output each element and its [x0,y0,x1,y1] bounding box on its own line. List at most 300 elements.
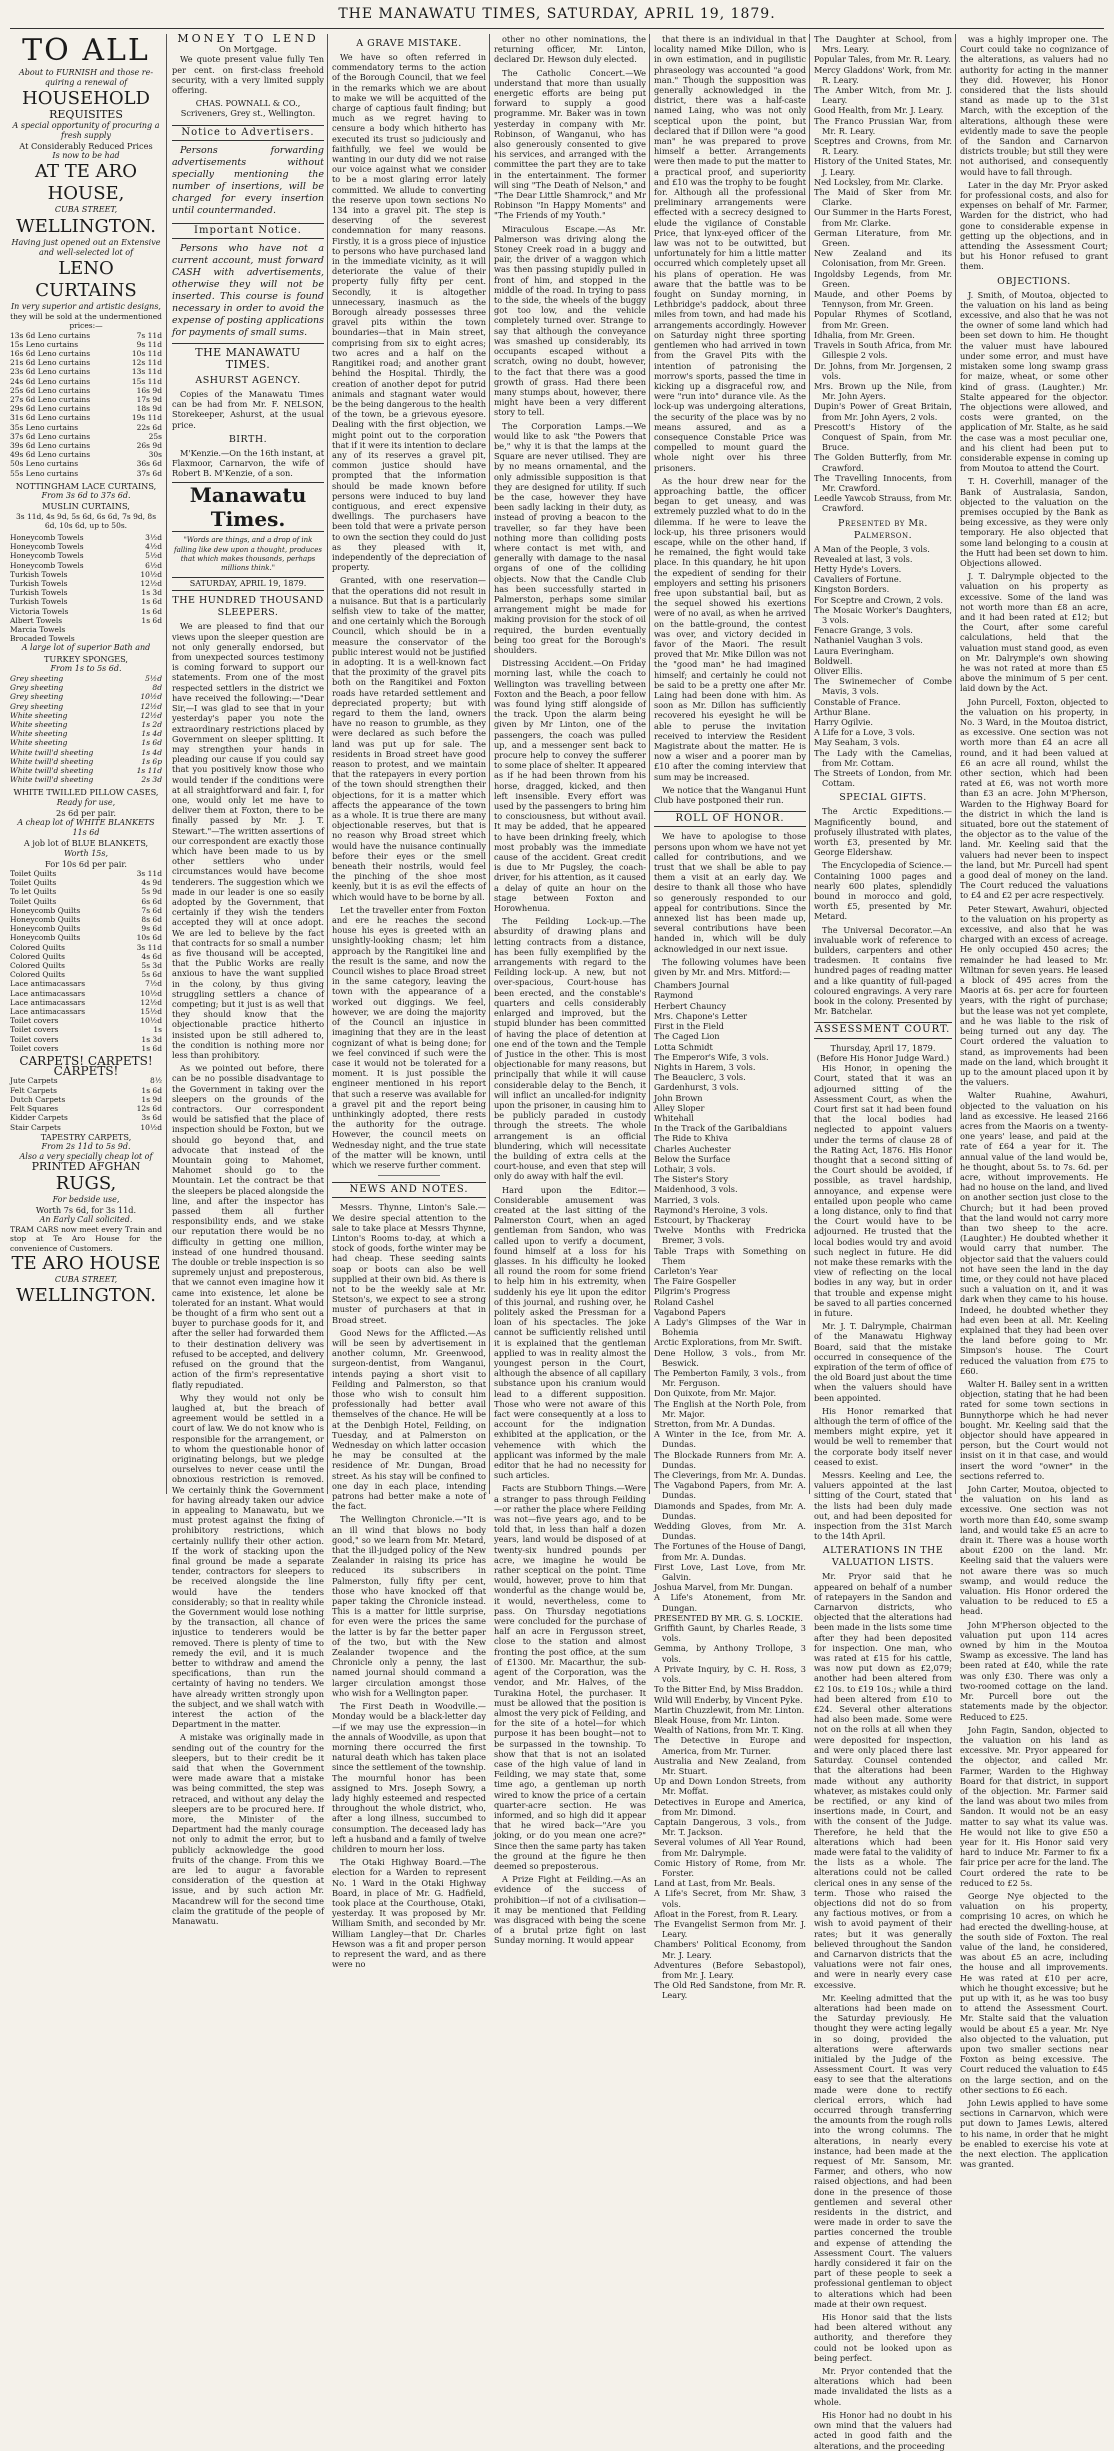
book-entry: Afloat in the Forest, from R. Leary. [654,1908,798,1919]
assessment-para: Later in the day Mr. Pryor asked for professional costs, and also for expenses on behalf of Mr. Farmer, Warden for the district, who had gone to considerable expense in getting up the objections, and in attending the Assessment Court; but his Honor refused to grant them. [960,179,1108,272]
column-rule [327,34,328,1494]
quilt-price-row-price: 9s 6d [141,924,162,934]
special-item: The Universal Decorator.—An invaluable work of reference to builders, carpenters and other tradesmen. It contains five hundred pages of reading matter and a like quantity of full-paged coloured engravings. A very rare book in the colony. Presented by Mr. Batchelar. [814,924,952,1017]
book-entry: Wealth of Nations, from Mr. T. King. [654,1725,804,1736]
column-4 [494,34,647,1946]
grave-para: Granted, with one reservation—that the operations did not result in a nuisance. But that is a particularly selfish view to take of the matter, and one certainly which the Borough Council, which should be in a measure the conservator of the public interest would not be justified in adopting. It is a well-known fact that the proximity of the gravel pits both on the Rangitikei and Foxton roads have retarded settlement and depreciated property; but with regard to them the land, owners have no reason to grumble, as they were declared as such before the land was put up for sale. The residents in Broad street have good reason to protest, and we maintain that the ratepayers in every portion of the town should strengthen their objections, for it is a matter which affects the appearance of the town as a whole. It is true there are many objectionable reserves, but that is no reason why Broad street which would have the nuisance continually before their eyes or the smell beneath their nostrils, would feel the pinching of the shoe most keenly, but it is as evil the effects of which would have to be borne by all. [332,575,486,902]
book-entry: John Brown [654,1092,703,1103]
quilt-price-row-price: 12½d [140,997,162,1007]
leno-price-row [10,459,162,468]
towel-price-row-label: Marcia Towels [10,624,66,634]
book-entry: To the Bitter End, by Miss Braddon. [654,1684,804,1695]
towel-price-row-price: 12½d [140,578,162,588]
towel-price-row-price: 5½d [145,551,162,561]
book-entry: A Life's Atonement, from Mr. Dungan. [654,1592,806,1613]
towel-price-row [10,579,162,588]
quilt-price-row-label: Toilet Quilts [10,869,57,879]
book-entry: Revealed at last, 3 vols. [814,553,913,564]
news-item: Miraculous Escape.—As Mr. Palmerson was driving along the Stoney Creek road in a buggy and pair, the driver of a waggon which was then passing stupidly pulled in front of him, and stopped in the middle of the road. In trying to pass to the side, the wheels of the buggy got too low, and the vehicle completely turned over. Strange to say that although the conveyance was smashed up considerably, its occupants escaped without a scratch, owing no doubt, however, to the fact that there was a good growth of grass. Had there been many stumps about, however, there might have been a very different story to tell. [494,223,646,418]
leno-price-row-price: 17s 9d [136,395,162,405]
leno-price-row-label: 39s 6d Leno curtains [10,441,91,451]
news-item: that there is an individual in that locality named Mike Dillon, who is in own estimation, and in pugilistic phraseology was accounted "a good man." Though the supposition was generally acknowledged in the district, there was a half-caste named Laing, who was not only sceptical upon the point, but declared that if Dillon were "a good man" he was prepared to prove himself a better. Arrangements were then made to put the matter to a practical proof, and superiority and £10 was the trophy to be fought for. Although all the professional preliminary arrangements were effected with a secrecy designed to elude the vigilance of Constable Price, that lynx-eyed officer of the law was not to be outwitted, but unfortunately for him a little matter occurred which completely upset all his plans of operation. He was aware that the battle was to be fought on Sunday morning, in Lethbridge's paddock, about three miles from town, and had made his arrangements accordingly. However on Saturday night three sporting gentlemen who had arrived in town from the Gravel Pits with the intention of patronising the morrow's sports, passed the time in kicking up a disgraceful row, and were "run into" durance vile. As the lock-up was undergoing alterations, the security of the place was by no means assured, and as a consequence Constable Price was compelled to mount guard the whole night over his three prisoners. [654,34,806,473]
quilt-price-row-price: 3s 11d [136,869,162,879]
roll-text: We have to apologise to those persons upon whom we have not yet called for contributions, and we trust that we shall be able to pay them a visit at an early day. We desire to thank all those who have so generously responded to our appeal for contributions. Since the annexed list has been made up, several contributions have been handed in, which will be duly acknowledged in our next issue. [654,831,806,954]
quilt-price-row-label: Toilet covers [10,1016,59,1026]
leno-price-row-label: 27s 6d Leno curtains [10,395,91,405]
towel-price-row-label: Albert Towels [10,615,63,625]
carpet-price-row-label: Felt Carpets [10,1085,57,1095]
ad-pillow-price: 2s 6d per pair. [55,807,117,818]
quilt-price-row [10,915,162,924]
book-entry: The Fortunes of the House of Dangi, from Mr. A. Dundas. [654,1541,806,1562]
book-entry: The Sister's Story [654,1174,729,1185]
book-entry: The Amber Witch, from Mr. J. Leary. [814,85,952,106]
ad-te-aro: AT TE ARO HOUSE, [35,161,137,205]
grave-heading: A GRAVE MISTAKE. [356,38,462,49]
ad-turkey-price: From 1s to 5s 6d. [50,663,122,673]
quilt-price-row-label: Toilet covers [10,1043,59,1053]
quilt-price-row [10,979,162,988]
book-entry: Don Quixote, from Mr. Major. [654,1388,777,1399]
ad-footer-street: CUBA STREET, [54,1274,118,1284]
sheeting-price-row-price: 1s 4d [141,729,162,739]
book-entry: A Private Inquiry, by C. H. Ross, 3 vols. [654,1663,806,1685]
book-entry: The Detective in Europe and America, from Mr. Turner. [654,1735,806,1756]
towel-price-row-price: 3½d [145,532,162,542]
leno-price-row [10,358,162,367]
book-entry: The Daughter at School, from Mrs. Leary. [814,34,952,55]
book-entry: Mrs. Chapone's Letter [654,1010,748,1021]
book-entry: Popular Tales, from Mr. R. Leary. [814,54,951,65]
ad-tram: TRAM CARS now meet every Train and stop at Te Aro House for the convenience of Customers. [10,1225,162,1253]
sleepers-para: A mistake was originally made in sending out of the country for the sleepers, but to their credit be it said that when the Government were made aware that a mistake was being committed, the step was retraced, and without any delay the sleepers are to be procured here. If more, the Minister of the Department had the manly courage not only to admit the error, but to publicly acknowledge the good fruits of the change. From this we are led to augur a favorable consideration of the question at issue, and by such action Mr. Macandrew will for the second time claim the gratitude of the people of Manawatu. [172,1732,324,1927]
towel-price-row-price: 6½d [145,560,162,570]
pownall-address: Scriveners, Grey st., Wellington. [180,108,316,119]
towel-price-row-price: 4½d [145,542,162,552]
quilt-price-row-price: 8s 6d [141,915,162,925]
book-entry: The Beauclerc, 3 vols. [654,1072,746,1083]
leno-price-row-label: 55s Leno curtains [10,468,79,478]
ad-now: Is now to be had [52,151,120,161]
ad-blankets: A cheap lot of WHITE BLANKETS 11s 6d [17,818,155,838]
column-7 [960,34,1108,2170]
assessment-para: His Honor had no doubt in his own mind that the valuers had acted in good faith and the alterations, and the proceeding [814,2409,952,2451]
quilt-price-row-label: Toilet covers [10,1025,59,1035]
book-entry: Good Health, from Mr. J. Leary. [814,105,944,116]
sheeting-price-row-label: White sheeting [10,719,68,729]
quilt-price-row-price: 1s [153,1025,162,1035]
quilt-price-row-price: 4s 6d [141,951,162,961]
sheeting-price-row-price: 1s 4d [141,747,162,757]
ad-intro: About to FURNISH and those re-quiring a renewal of [18,68,154,88]
leno-price-row [10,340,162,349]
ad-blue-worth: Worth 15s, [63,848,109,858]
book-entry: Raymond's Heroine, 3 vols. [654,1204,768,1215]
column-rule [955,34,956,1494]
book-entry: Martin Chuzzlewit, from Mr. Linton. [654,1704,805,1715]
roll-heading: ROLL OF HONOR. [654,811,806,827]
quilt-price-row [10,924,162,933]
book-entry: Australia and New Zealand, from Mr. Stuart. [654,1755,806,1776]
sheeting-price-row-label: White sheeting [10,738,68,748]
leno-price-row-price: 16s 9d [136,385,162,395]
sheeting-price-row-label: White twill'd sheeting [10,756,94,766]
quilt-price-list [10,869,162,1053]
quilt-price-row-price: 10s 6d [136,933,162,943]
leno-price-row-label: 50s Leno curtains [10,459,79,469]
book-entry: The Golden Butterfly, from Mr. Crawford. [814,452,952,473]
sleepers-para: We are pleased to find that our views upon the sleeper question are not only generally endorsed, but from unexpected sources testimony is coming forward to support our statements. From one of the most respected settlers in the district we have received the following:—"Dear Sir,—I was glad to see that in your yesterday's paper you note the extraordinary restrictions placed by Government on sleeper splitting. It may strengthen your hands in pleading our cause if you could say that you positively know those who would tender if the conditions were at all straightforward and fair. I, for one, would only let me have to deliver them at Foxton, there to be finally passed by Mr. J. T. Stewart."—The written assertions of our correspondent are exactly those which have been made to us by other settlers who under circumstances would have become tenderers. The suggestion which we made in our leader is one so easily adopted by the Government, that certainly if they wish the tenders accepted they will at once adopt. We are led to believe by the fact that contracts for so small a number as five thousand will be accepted, that the Public Works are really anxious to have the want supplied in the colony, by thus giving struggling settlers a chance of competing; but it just is as well that they should know that the objectionable practice hitherto insisted upon be still adhered to, the condition is nothing more nor less than prohibitory. [172,621,324,1060]
assessment-subhead: ALTERATIONS IN THE VALUATION LISTS. [822,1545,944,1569]
book-entry: New Zealand and its Colonisation, from Mr. Green. [814,248,952,269]
news-item: Hard upon the Editor.—Considerable amusement was created at the last sitting of the Palmerston Court, when an aged gentleman from Sandon, who was called upon to verify a document, found himself at a loss for his glasses. In his difficulty he looked all round the room for some friend to help him in his extremity, when suddenly his eye lit upon the editor of this journal, and rushing over, he politely asked the Pressman for a loan of his spectacles. The joke cannot be sufficiently relished until it is explained that the gentleman applied to was in reality almost the youngest person in the Court, although the absence of all capillary substance upon his cranium would lead to a different supposition. Those who were not aware of this fact were consequently at a loss to account for the indignation exhibited at the application, or the vehemence with which the applicant was informed by the male editor that he had no necessity for such articles. [494,1184,646,1481]
quilt-price-row-label: Lace antimacassars [10,979,86,989]
book-list [654,980,806,2000]
money-heading: MONEY TO LEND [177,32,319,45]
towel-price-row [10,542,162,551]
towel-price-row [10,588,162,597]
book-entry: The Old Red Sandstone, from Mr. R. Leary. [654,1980,806,2001]
sheeting-price-row-label: Grey sheeting [10,673,64,683]
quilt-price-row-label: Colored Quilts [10,951,66,961]
book-entry: Harry Ogilvie. [814,717,873,727]
quilt-price-row-price: 5s 9d [141,887,162,897]
sleepers-heading: THE HUNDRED THOUSAND SLEEPERS. [172,595,324,619]
book-entry: The Streets of London, from Mr. Cottam. [814,768,952,789]
book-entry: Joshua Marvel, from Mr. Dungan. [654,1582,793,1593]
book-entry: The Evangelist Sermon from Mr. J. Leary. [654,1918,806,1940]
ad-leno-sub: In very superior and artistic designs, [11,302,161,312]
sheeting-price-list [10,674,162,784]
leno-price-row-price: 30s [148,450,162,460]
book-entry: Fenacre Grange, 3 vols. [814,625,913,636]
quilt-price-row-price: 6s 6d [141,896,162,906]
book-entry: Ned Locksley, from Mr. Clarke. [814,176,944,187]
sheeting-price-row [10,757,162,766]
quilt-price-row-label: Toilet Quilts [10,878,57,888]
sheeting-price-row-label: White twill'd sheeting [10,775,94,785]
objection-item: J. T. Dalrymple objected to the valuation on his property as excessive. Some of the land was not worth more than £8 an acre, and it had been rated at £12; but the Court, after some careful calculations, held that the valuation must stand good, as even on Mr. Dalrymple's own showing he was not rated at more than £5 above the minimum of 5 per cent. laid down by the Act. [960,571,1108,694]
ad-leno: LENO CURTAINS [35,258,137,302]
book-entry: Dene Hollow, 3 vols., from Mr. Beswick. [654,1347,806,1368]
book-entry: Below the Surface [654,1153,731,1164]
ad-reduced: At Considerably Reduced Prices [19,141,153,152]
quilt-price-row-label: Lace antimacassars [10,997,86,1007]
quilt-price-row [10,906,162,915]
carpet-price-row-label: Jute Carpets [10,1076,58,1086]
leno-price-row-price: 37s 6d [136,468,162,478]
book-entry: The Cleverings, from Mr. A. Dundas. [654,1470,806,1481]
book-entry: Herbert Chauncy [654,1000,726,1011]
quilt-price-row-price: 7½d [145,979,162,989]
ad-muslin-price: 3s 11d, 4s 9d, 5s 6d, 6s 6d, 7s 9d, 8s 6d, 10s 6d, up to 50s. [15,511,157,530]
quilt-price-row [10,897,162,906]
news-item: Distressing Accident.—On Friday morning last, while the coach to Wellington was travelling between Foxton and the Beach, a poor fellow was found lying stiff alongside of the track. Upon the alarm being given by Mr Linton, one of the passengers, the coach was pulled up, and a messenger sent back to procure help to convey the sufferer to some place of shelter. It appeared as if he had been thrown from his horse, dragged, kicked, and then left insensible. Every effort was used by the passengers to bring him to consciousness, but without avail. It may be added, that he appeared to have been drinking freely, which most probably was the immediate cause of the accident. Great credit is due to Mr Pugsley, the coach-driver, for his attention, as it caused a delay of quite an hour on the stage between Foxton and Horowhenua. [494,658,647,914]
ad-muslin: MUSLIN CURTAINS, [42,501,130,512]
towel-price-row-label: Honeycomb Towels [10,551,84,561]
quilt-price-row-label: Toilet Quilts [10,896,57,906]
book-entry: Lothair, 3 vols. [654,1163,716,1174]
column-rule [649,34,650,1494]
ad-afghan-intro: Also a very specially cheap lot of [19,1152,153,1162]
top-rule [10,28,1104,29]
book-entry: A Lady's Glimpses of the War in Bohemia [654,1316,806,1338]
book-entry: The Faire Gospeller [654,1276,736,1287]
column-rule [166,34,167,1494]
sheeting-price-row [10,711,162,720]
towel-price-row-label: Brocaded Towels [10,634,75,644]
sheeting-price-row-price: 1s 11d [136,765,162,775]
book-entry: Alley Sloper [654,1102,705,1113]
ad-blue: A job lot of BLUE BLANKETS, [23,838,149,849]
objection-item: T. H. Coverhill, manager of the Bank of Australasia, Sandon, objected to the valuation on the premises occupied by the Bank as being excessive, as they were only temporary. He also objected that some land belonging to a cousin at the Hutt had been set down to him. Objections allowed. [960,476,1108,568]
book-entry: Prescott's History of the Conquest of Spain, from Mr. Bruce. [814,421,952,453]
quilt-price-row [10,1025,162,1034]
book-entry: German Literature, from Mr. Green. [814,227,952,249]
column-2 [172,32,324,1927]
book-entry: The Lady with the Camelias, from Mr. Cottam. [814,747,952,768]
towel-price-row [10,570,162,579]
important-text: Persons who have not a current account, must forward CASH with advertisements, otherwise they will not be inserted. This course is found necessary in order to avoid the expense of posting applications for payments of small sums. [172,243,324,339]
book-entry: Stretton, from Mr. A Dundas. [654,1419,776,1430]
book-entry: A Man of the People, 3 vols. [814,543,930,554]
column-1-advertisement [10,34,162,1494]
leno-price-row-price: 25s [148,431,162,441]
book-entry: Charles Auchester [654,1143,731,1154]
leno-price-row-price: 12s 11d [131,358,162,368]
sheeting-price-row [10,692,162,701]
book-entry: Boldwell. [814,655,853,666]
book-entry: Sceptres and Crowns, from Mr. R. Leary. [814,136,952,157]
quilt-price-row-price: 10½d [140,1016,162,1026]
objection-item: Peter Stewart, Awahuri, objected to the valuation on his property as excessive, and also that he was charged with an excess of acreage. He only occupied 450 acres; the remainder he had leased to Mr. Wiltman for seven years. He leased a block of 495 acres from the Maoris at 6s. per acre for fourteen years, with the right of purchase; but the lease was not yet complete, and he was liable to the risk of being turned out any day. The Court ordered the valuation to stand, as improvements had been made on the land, which brought it up to the amount placed upon it by the valuers. [960,903,1108,1088]
sheeting-price-row [10,738,162,747]
assessment-date: Thursday, April 17, 1879. [830,1042,936,1053]
ad-blue-price: For 10s 6d per pair. [45,858,127,869]
book-entry: Twelve Months with Fredricka Bremer, 3 vols. [654,1225,806,1246]
leno-price-row-label: 16s 6d Leno curtains [10,349,91,359]
quilt-price-row-label: Honeycomb Quilts [10,915,81,925]
towel-price-row-label: Turkish Towels [10,588,68,598]
sheeting-price-row-label: White sheeting [10,729,68,739]
book-entry: Vagabond Papers [654,1306,726,1317]
ad-nottingham-price: From 3s 6d to 37s 6d. [41,491,131,501]
sheeting-price-row-label: White twill'd sheeting [10,747,94,757]
towel-price-row [10,551,162,560]
book-entry: First in the Field [654,1021,724,1032]
paper-title: Manawatu Times. [172,482,324,532]
book-entry: Our Summer in the Harts Forest, from Mr. Clarke. [814,207,952,228]
leno-price-row-label: 25s 6d Leno curtains [10,385,91,395]
book-entry: Table Traps with Something on Them [654,1245,806,1266]
book-entry: Several volumes of All Year Round, from Mr. Dalrymple. [654,1837,806,1858]
book-entry: Wild Will Enderby, by Vincent Pyke. [654,1694,803,1705]
pownall-name: CHAS. POWNALL & CO., [195,98,301,109]
objection-item: J. Smith, of Moutoa, objected to the valuation on his land as being excessive, and also that he was not the owner of some land which had been set down to him. He thought the valuer must have laboured under some error, and must have mistaken some long swamp grass for maize, wheat, or some other kind of grass. (Laughter.) Mr. Stalte appeared for the objector. The objections were allowed, and costs were granted, on the application of Mr. Stalte, as he said the case was a most peculiar one, and his client had been put to considerable expense in coming up from Moutoa to attend the Court. [960,289,1108,474]
quilt-price-row [10,998,162,1007]
book-entry: Arthur Blane. [814,706,871,717]
carpet-price-row-price: 3s 6d [141,1113,162,1123]
leno-price-row-label: 24s 6d Leno curtains [10,376,91,386]
book-entry: Chambers' Political Economy, from Mr. J. Leary. [654,1939,806,1960]
ad-opened: Having just opened out an Extensive and well-selected lot of [11,237,161,257]
notice-heading: Notice to Advertisers. [172,125,324,141]
book-entry: The English at the North Pole, from Mr. Major. [654,1398,806,1419]
sheeting-price-row-label: Grey sheeting [10,692,64,702]
sleepers-para: Why they would not only be laughed at, but the breach of agreement would be settled in a court of law. We do not know who is responsible for the arrangement, or to whom the questionable honor of originating belongs, but we pledge ourselves to never cease until the obnoxious restriction is removed. We certainly think the Government for having already taken our advice in appealing to Manawatu, but we must protest against the fixing of prohibitory restrictions, which certainly nullify their other action. If the work of stacking upon the final ground be made a separate tender, contractors for sleepers to be received alongside the line would have the tenders considerably; so that in reality while the Government would lose nothing by the transaction, all chance of injustice to tenderers would be removed. There is plenty of time to remedy the evil, and it is much better to withdraw and amend the specifications, than run the certainty of having no tenders. We have already written strongly upon the subject, and we shall watch with interest the action of the Department in the matter. [172,1392,324,1730]
assessment-heading: ASSESSMENT COURT. [814,1022,952,1038]
ad-carpets: CARPETS! CARPETS! CARPETS! [19,1054,153,1079]
leno-price-list [10,331,162,478]
gift-list [814,34,952,514]
ad-cuba: CUBA STREET, [54,205,118,215]
carpet-price-row [10,1095,162,1104]
carpet-price-row-price: 12s 6d [136,1104,162,1114]
sheeting-price-row [10,775,162,784]
book-entry: Gemma, by Anthony Trollope, 3 vols. [654,1643,806,1664]
leno-price-row-label: 31s 6d Leno curtains [10,413,91,423]
towel-price-row-price: 1s 3d [141,588,162,598]
quilt-price-row [10,970,162,979]
quilt-price-row-price: 7s 6d [141,905,162,915]
news-item: Good News for the Afflicted.—As will be seen by advertisement in another column, Mr. Greenwood, surgeon-dentist, from Wanganui, intends paying a short visit to Feilding and Palmerston, so that those who wish to consult him professionally had better avail themselves of the chance. He will be at the Denbigh Hotel, Feilding, on Tuesday, and at Palmerston on Wednesday on which latter occasion he may be consulted at the residence of Mr. Dungan, Broad street. As his stay will be confined to one day in each place, intending patrons had better make a note of the fact. [332,1327,486,1512]
book-entry: Griffith Gaunt, by Charles Reade, 3 vols. [654,1623,806,1644]
towel-price-row-label: Honeycomb Towels [10,532,84,542]
book-entry: Maude, and other Poems by Tennyson, from Mr. Green. [814,289,952,310]
leno-price-row [10,386,162,395]
towel-price-row-label: Victoria Towels [10,606,69,616]
quilt-price-row [10,989,162,998]
book-entry: Nathaniel Vaughan 3 vols. [814,635,923,646]
objection-item: John Lewis applied to have some sections in Carnarvon, which were put down to James Lewis, altered to his name, in order that he might be enabled to exercise his vote at the next election. The application was granted. [960,2098,1108,2170]
book-entry: Ingoldsby Legends, from Mr. Green. [814,268,952,289]
carpet-price-row-label: Felt Squares [10,1104,59,1114]
carpet-price-row [10,1086,162,1095]
book-entry: May Seaham, 3 vols. [814,737,900,748]
book-entry: A Life's Secret, from Mr. Shaw, 3 vols. [654,1888,806,1909]
assessment-para: Messrs. Keeling and Lee, the valuers appointed at the last sitting of the Court, stated that the lists had been duly made out, and had been deposited for inspection from the 31st March to the 14th April. [814,1470,952,1542]
ad-turkey: TURKEY SPONGES, [43,653,129,664]
book-entry: Dr. Johns, from Mr. Jorgensen, 2 vols. [814,360,952,381]
towel-price-row [10,561,162,570]
ad-headline: TO ALL [22,33,150,68]
carpet-price-row-price: 8½ [149,1076,162,1086]
quilt-price-row-price: 5s 3d [141,961,162,971]
book-entry: Detectives in Europe and America, from Mr. Dimond. [654,1796,806,1817]
sheeting-price-row [10,729,162,738]
ad-footer-house: TE ARO HOUSE [11,1252,161,1274]
carpet-price-row [10,1123,162,1132]
book-entry: PRESENTED BY MR. G. S. LOCKIE. [654,1612,803,1623]
book-entry: In the Track of the Garibaldians [654,1123,788,1134]
quilt-price-row [10,878,162,887]
ad-tapestry-price: From 2s 11d to 5s 9d. [41,1141,131,1151]
leno-price-row-price: 13s 11d [131,367,162,377]
news-item: Facts are Stubborn Things.—Were a stranger to pass through Feilding—or rather the place where Feilding was not—five years ago, and to be told that, in less than half a dozen years, land would be disposed of at twenty-six hundred pounds per acre, we imagine he would be rather sceptical on the point. Time would, however, prove to him that wonderful as the change would be, it would, nevertheless, come to pass. On Thursday negotiations were concluded for the purchase of half an acre in Fergusson street, close to the station and almost fronting the post office, at the sum of £1300. Mr. Macarthur, the sub-agent of the Corporation, was the vendor, and Mr. Halves, of the Turakina Hotel, the purchaser. It must be allowed that the position is almost the very pick of Feilding, and for the site of a hotel—for which purpose it has been bought—not to be surpassed in the township. To show that that is not an isolated case of the high value of land in Feilding, we may state that, some time ago, a gentleman up north wired to know the price of a certain quarter-acre section. He was informed, and so high did it appear that he wired back—"Are you joking, or do you mean one acre?" Since then the same party has taken the ground at the figure he then deemed so preposterous. [494,1483,646,1871]
book-entry: A Life for a Love, 3 vols. [814,727,915,738]
book-entry: Diamonds and Spades, from Mr. A. Dundas. [654,1500,806,1521]
news-item: Messrs. Thynne, Linton's Sale.—We desire special attention to the sale to take place at Messrs Thynne, Linton's Rooms to-day, at which a stock of goods, forthe winter may be had cheap. These seeding saints soap or boots can also be well supplied at their own bid. As there is not to be the weekly sale at Mr. Stetson's, we expect to see a strong muster of purchasers at that in Broad street. [332,1202,486,1325]
book-entry: Travels in South Africa, from Mr. Gillespie 2 vols. [814,340,952,361]
carpet-price-row [10,1104,162,1113]
book-entry: First Love, Last Love, from Mr. Galvin. [654,1561,806,1583]
sheeting-price-row-label: White twill'd sheeting [10,765,94,775]
sheeting-price-row-price: 12½d [140,701,162,711]
ad-wellington: WELLINGTON. [16,215,156,237]
birth-text: M'Kenzie.—On the 16th instant, at Flaxmoor, Carnarvon, the wife of Robert B. M'Kenzie, of a son. [172,447,324,479]
book-entry: Gardenhurst, 3 vols. [654,1082,739,1093]
assessment-para: Mr. Pryor contended that the alterations which had been made invalidated the lists as a whole. [814,2366,952,2407]
leno-price-row-label: 15s Leno curtains [10,339,79,349]
quilt-price-row-label: Honeycomb Quilts [10,905,81,915]
towel-price-row-label: Turkish Towels [10,597,68,607]
sheeting-price-row-price: 1s 2d [141,719,162,729]
objection-item: Walter Ruahine, Awahuri, objected to the valuation on his land as excessive. He leased 2166 acres from the Maoris on a twenty-one years' lease, and paid at the rate of £64 a year for it. The annual value of the land would be, he thought, about 5s. to 7s. 6d. per acre, without improvements. He had no house on the land, and lived on another section just close to the Church; but it had been proved that the land would not carry more than two sheep to the acre. (Laughter.) He doubted whether it would carry that number. The objector said that the valuers could not have seen the land in the day time, or they could not have placed such a valuation on it, and it was dark when they came to his house. Indeed, he doubted whether they had even been at all. Mr. Keeling explained that they had been over the land before going to Mr. Simpson's house. The Court reduced the valuation from £75 to £60. [960,1090,1108,1376]
leno-price-row-price: 18s 9d [136,404,162,414]
news-heading: NEWS AND NOTES. [332,1182,486,1198]
leno-price-row-price: 7s 11d [136,330,162,340]
towel-price-row [10,597,162,606]
objection-item: John Purcell, Foxton, objected to the valuation on his property, in No. 3 Ward, in the Moutoa district, as excessive. One section was not worth more than £4 an acre all round, and it had been valued at £6 an acre all round, whilst the other section, which had been rated at £6, was not worth more than £3 an acre. John M'Pherson, Warden to the Highway Board for the district in which the land is situated, bore out the statement of the objector as to the value of the land. Mr. Keeling said that the valuers had never been to inspect the land, but Mr. Purcell had spent a good deal of money on the land. The Court reduced the valuations to £4 and £2 per acre respectively. [960,696,1108,901]
quilt-price-row [10,869,162,878]
assessment-para: His Honor, in opening the Court, stated that it was an adjourned sitting of the Assessment Court, as when the Court first sat it had been found that the local bodies had neglected to appoint valuers under the terms of clause 28 of the Rating Act, 1876. His Honor thought that a second sitting of the Court should be avoided, if possible, as travel hardship, annoyance, and expense were entailed upon people who came a long distance, only to find that the Court would have to be adjourned. He trusted that the local bodies would try and avoid such neglect in future. He did not make these remarks with the view of reflecting on the local bodies in any way, but in order that trouble and expense might be saved to all parties concerned in future. [814,1063,952,1318]
sheeting-price-row [10,683,162,692]
sheeting-price-row-label: Grey sheeting [10,683,64,693]
special-item: The Encyclopedia of Science.—Containing 1000 pages and nearly 600 plates, splendidly bound in morocco and gold, worth £5, presented by Mr. Metard. [814,860,952,922]
book-entry: Chambers Journal [654,980,730,991]
ad-rugs: RUGS, [55,1172,117,1194]
quilt-price-row-label: Honeycomb Quilts [10,933,81,943]
quilt-price-row [10,1044,162,1053]
book-entry: Mercy Gladdons' Work, from Mr. R. Leary. [814,64,952,85]
assessment-para: was a highly improper one. The Court could take no cognizance of the alterations, as valuers had no authority for acting in the manner they did. However, his Honor considered that the lists should stand as made up to the 31st March, with the exception of the alterations, although these were evidently made to save the people of the Sandon and Carnarvon districts trouble; but still they were not authorised, and consequently would have to fall through. [960,34,1108,177]
book-entry: Whitehall [654,1112,694,1123]
leno-price-row-label: 37s 6d Leno curtains [10,431,91,441]
towel-price-row [10,625,162,634]
leno-price-row [10,331,162,340]
objection-item: John M'Pherson objected to the valuation put upon 114 acres owned by him in the Moutoa Swamp as excessive. The land has been rated at £40, while the rate was only £30. There was only a two-roomed cottage on the land. Mr. Purcell bore out the statements made by the objector. Reduced to £25. [960,1619,1108,1722]
ad-bath: A large lot of superior Bath and [21,643,151,653]
ad-footer-city: WELLINGTON. [16,1284,156,1306]
leno-price-row-label: 21s 6d Leno curtains [10,358,91,368]
ad-requisites: REQUISITES [49,108,123,122]
quilt-price-row-price: 4s 9d [141,878,162,888]
news-item: A Prize Fight at Feilding.—As an evidence of the success of prohibition—if not of a civilisation—it may be mentioned that Feilding was disgraced with being the scene of a brutal prize fight on last Sunday morning. It would appear [494,1874,646,1946]
quilt-price-row [10,933,162,942]
objections-heading: OBJECTIONS. [997,275,1071,287]
towel-price-row-price: 1s 6d [141,615,162,625]
book-entry: Maidenhood, 3 vols. [654,1184,738,1195]
column-rule [809,34,810,1494]
notice-text: Persons forwarding advertisements without specially mentioning the number of insertions, will be charged for every insertion until countermanded. [172,144,324,216]
ad-household: HOUSEHOLD [22,88,150,110]
towel-price-row-price: 1s 6d [141,606,162,616]
leno-price-row [10,404,162,413]
carpet-price-list [10,1076,162,1131]
quilt-price-row [10,961,162,970]
news-item: The Catholic Concert.—We understand that more than usually energetic efforts are being put forward to supply a good programme. Mr. Baker was in town yesterday in company with Mr. Robinson, of Wanganui, who has also generously consented to give his services, and arranged with the committee the part they are to take in the entertainment. The former will sing "The Death of Nelson," and "The Dear Little Shamrock," and Mr Robinson "In Happy Moments" and "The Friends of my Youth." [494,67,646,221]
sheeting-price-row-label: Grey sheeting [10,701,64,711]
towel-price-row [10,533,162,542]
book-entry: The Emperor's Wife, 3 vols. [654,1051,769,1062]
agency-text: Copies of the Manawatu Times can be had from Mr. F. NELSON, Storekeeper, Ashurst, at the usual price. [172,389,324,430]
book-entry: The Pemberton Family, 3 vols., from Mr. Ferguson. [654,1368,806,1389]
agency-sub: ASHURST AGENCY. [195,375,301,387]
ad-early: An Early Call solicited. [39,1214,133,1224]
news-item: We notice that the Wanganui Hunt Club have postponed their run. [654,784,806,806]
news-item: The First Death in Woodville.—Monday would be a black-letter day—if we may use the expression—in the annals of Woodville, as upon that morning there occurred the first natural death which has taken place since the settlement of the township. The mournful honor has been assigned to Mrs. Joseph Sowry, a lady highly esteemed and respected throughout the whole district, who, after a long illness, succumbed to consumption. The deceased lady has left a husband and a family of twelve children to mourn her loss. [332,1701,487,1854]
book-entry: Constable of France. [814,696,901,707]
